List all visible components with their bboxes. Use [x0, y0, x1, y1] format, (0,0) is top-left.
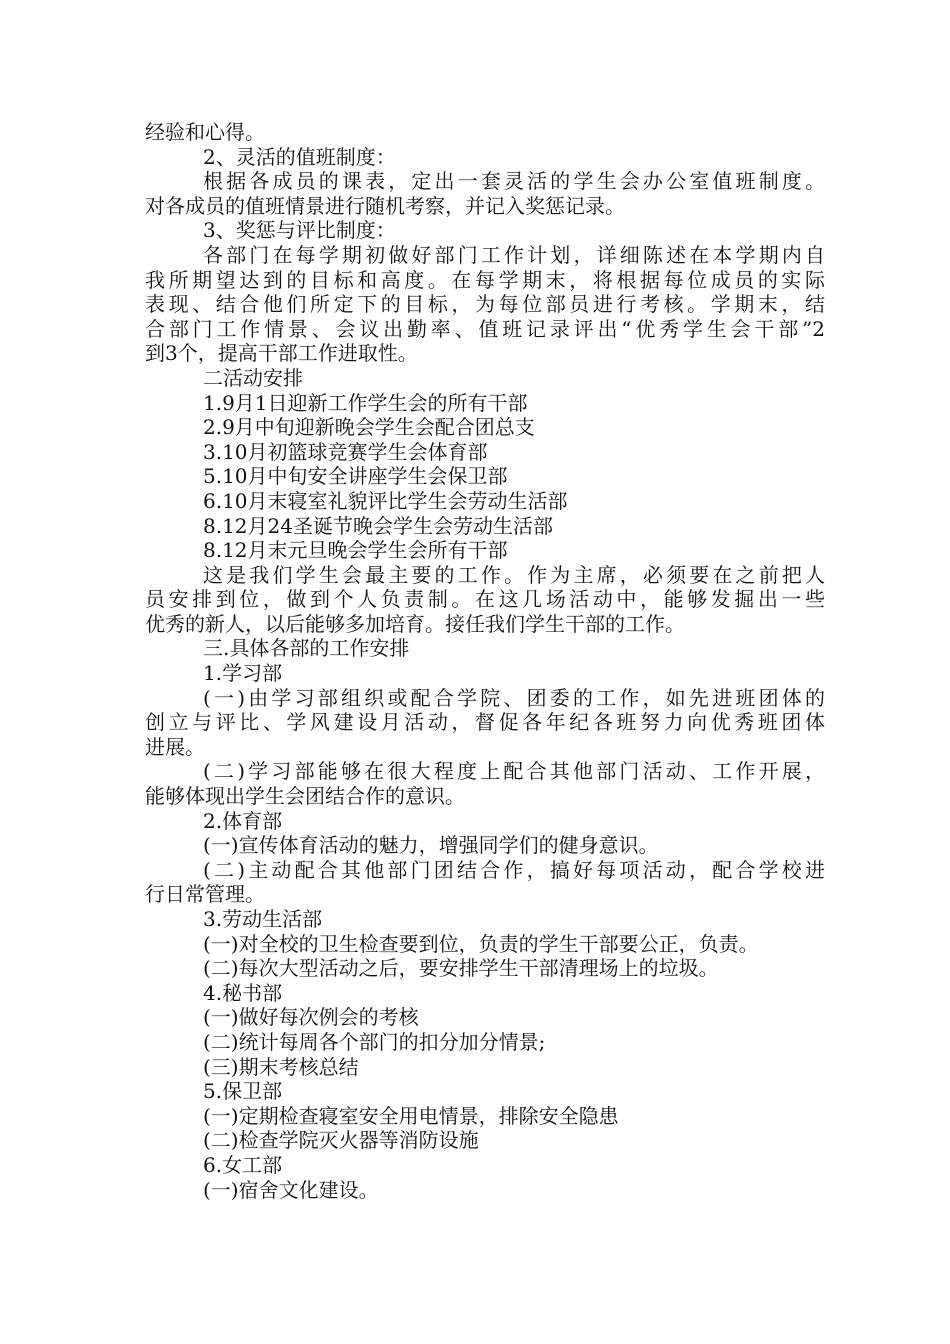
paragraph — [145, 1104, 825, 1129]
text-line: (一)定期检查寝室安全用电情景，排除安全隐患 — [203, 1103, 619, 1128]
paragraph — [145, 932, 825, 957]
text-line: 2.9月中旬迎新晚会学生会配合团总支 — [203, 415, 535, 440]
paragraph — [145, 218, 825, 243]
text-line: 能够体现出学生会团结合作的意识。 — [145, 784, 465, 809]
text-line: (三)期末考核总结 — [203, 1054, 359, 1079]
text-line: 1.学习部 — [203, 661, 283, 686]
text-line: (一)对全校的卫生检查要到位，负责的学生干部要公正，负责。 — [203, 931, 759, 956]
text-line: (二)检查学院灭火器等消防设施 — [203, 1128, 479, 1153]
text-line: 合部门工作情景、会议出勤率、值班记录评出“优秀学生会干部”2 — [145, 316, 825, 341]
paragraph — [145, 833, 825, 858]
text-line: (一)做好每次例会的考核 — [203, 1005, 419, 1030]
text-line: 5.10月中旬安全讲座学生会保卫部 — [203, 464, 508, 489]
text-line: 优秀的新人，以后能够多加培育。接任我们学生干部的工作。 — [145, 611, 685, 636]
text-line: (二)学习部能够在很大程度上配合其他部门活动、工作开展， — [203, 759, 825, 784]
paragraph — [145, 243, 825, 366]
text-line: 6.10月末寝室礼貌评比学生会劳动生活部 — [203, 488, 568, 513]
text-line: 表现、结合他们所定下的目标，为每位部员进行考核。学期末，结 — [145, 292, 825, 317]
text-line: (一)宿舍文化建设。 — [203, 1177, 379, 1202]
paragraph — [145, 858, 825, 907]
paragraph — [145, 636, 825, 661]
paragraph — [145, 1153, 825, 1178]
text-line: 二活动安排 — [203, 365, 303, 390]
paragraph — [145, 981, 825, 1006]
text-line: 我所期望达到的目标和高度。在每学期末，将根据每位成员的实际 — [145, 267, 825, 292]
paragraph — [145, 464, 825, 489]
paragraph — [145, 1005, 825, 1030]
paragraph — [145, 563, 825, 637]
paragraph — [145, 440, 825, 465]
paragraph — [145, 907, 825, 932]
text-line: 各部门在每学期初做好部门工作计划，详细陈述在本学期内自 — [203, 242, 825, 267]
text-line: 根据各成员的课表，定出一套灵活的学生会办公室值班制度。 — [203, 169, 825, 194]
text-line: 到3个，提高干部工作进取性。 — [145, 341, 418, 366]
paragraph — [145, 391, 825, 416]
text-line: 3、奖惩与评比制度： — [203, 218, 396, 243]
paragraph — [145, 538, 825, 563]
paragraph — [145, 489, 825, 514]
text-line: (二)每次大型活动之后，要安排学生干部清理场上的垃圾。 — [203, 956, 719, 981]
text-line: 经验和心得。 — [145, 120, 265, 144]
paragraph — [145, 145, 825, 170]
text-line: 4.秘书部 — [203, 980, 283, 1005]
text-line: 行日常管理。 — [145, 882, 265, 907]
text-line: 8.12月末元旦晚会学生会所有干部 — [203, 538, 508, 563]
paragraph — [145, 1128, 825, 1153]
text-line: 6.女工部 — [203, 1152, 283, 1177]
paragraph — [145, 120, 825, 145]
document-page — [145, 120, 825, 1202]
text-line: 3.10月初篮球竞赛学生会体育部 — [203, 439, 488, 464]
paragraph — [145, 759, 825, 808]
text-line: 三.具体各部的工作安排 — [203, 636, 410, 661]
paragraph — [145, 1178, 825, 1203]
text-line: 1.9月1日迎新工作学生会的所有干部 — [203, 390, 528, 415]
paragraph — [145, 661, 825, 686]
paragraph — [145, 514, 825, 539]
paragraph — [145, 686, 825, 760]
paragraph — [145, 169, 825, 218]
paragraph — [145, 1030, 825, 1055]
text-line: 员安排到位，做到个人负责制。在这几场活动中，能够发掘出一些 — [145, 587, 825, 612]
paragraph — [145, 1079, 825, 1104]
text-line: 5.保卫部 — [203, 1079, 283, 1104]
paragraph — [145, 1055, 825, 1080]
paragraph — [145, 415, 825, 440]
text-line: 2.体育部 — [203, 808, 283, 833]
text-line: 8.12月24圣诞节晚会学生会劳动生活部 — [203, 513, 553, 538]
text-line: (二)主动配合其他部门团结合作，搞好每项活动，配合学校进 — [203, 857, 825, 882]
text-line: 3.劳动生活部 — [203, 907, 323, 931]
text-line: 对各成员的值班情景进行随机考察，并记入奖惩记录。 — [145, 193, 625, 218]
paragraph — [145, 956, 825, 981]
paragraph — [145, 366, 825, 391]
text-line: 创立与评比、学风建设月活动，督促各年纪各班努力向优秀班团体 — [145, 710, 825, 735]
text-line: 2、灵活的值班制度： — [203, 144, 396, 169]
text-line: 进展。 — [145, 734, 205, 759]
text-line: (一)宣传体育活动的魅力，增强同学们的健身意识。 — [203, 833, 659, 858]
paragraph — [145, 809, 825, 834]
text-line: (二)统计每周各个部门的扣分加分情景; — [203, 1029, 546, 1054]
text-line: 这是我们学生会最主要的工作。作为主席，必须要在之前把人 — [203, 562, 825, 587]
text-line: (一)由学习部组织或配合学院、团委的工作，如先进班团体的 — [203, 685, 825, 710]
